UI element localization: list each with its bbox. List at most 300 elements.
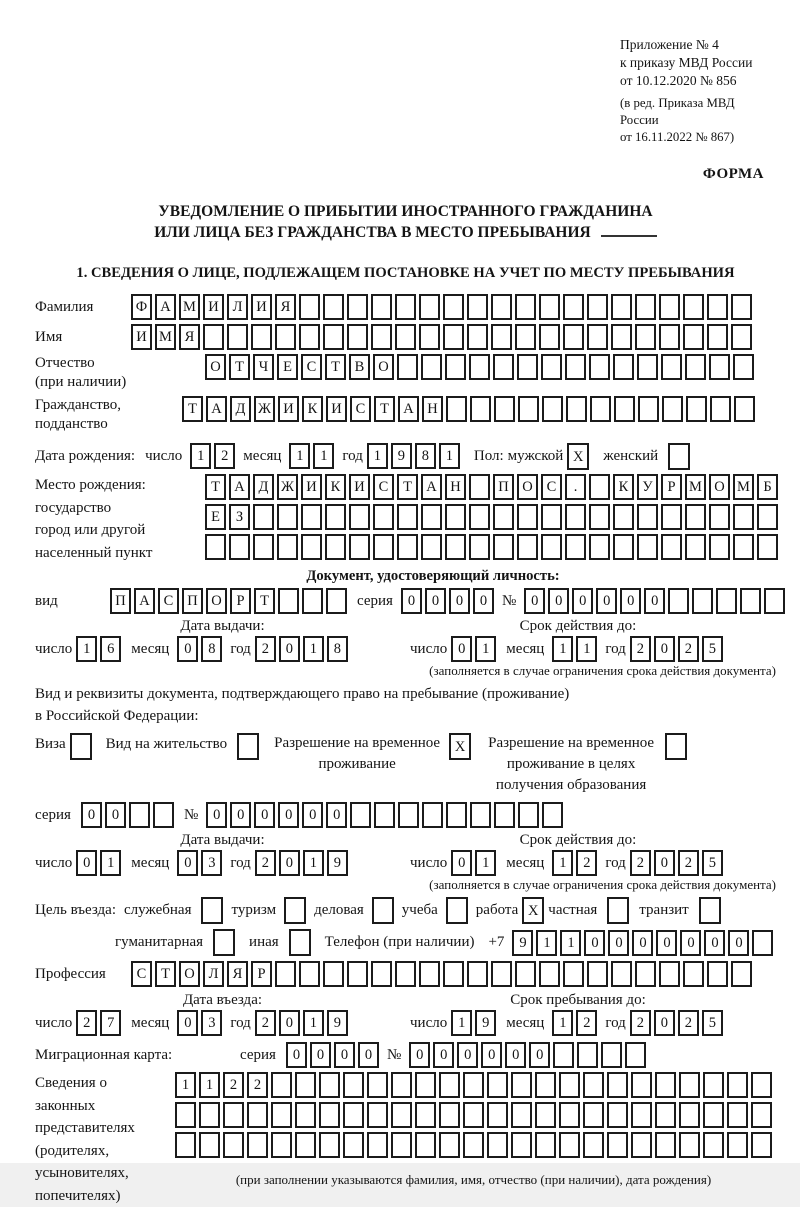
char-box[interactable]: 9 xyxy=(391,443,412,469)
char-box[interactable]: 0 xyxy=(326,802,347,828)
char-box[interactable]: Ж xyxy=(277,474,298,500)
char-box[interactable]: 2 xyxy=(576,850,597,876)
char-box[interactable] xyxy=(631,1072,652,1098)
char-box[interactable] xyxy=(631,1102,652,1128)
char-box[interactable] xyxy=(679,1132,700,1158)
char-box[interactable]: К xyxy=(302,396,323,422)
char-box[interactable] xyxy=(203,324,224,350)
char-box[interactable]: 2 xyxy=(630,636,651,662)
char-box[interactable]: 1 xyxy=(560,930,581,956)
char-box[interactable]: Н xyxy=(445,474,466,500)
purpose-private-checkbox[interactable] xyxy=(607,897,629,924)
char-box[interactable] xyxy=(398,802,419,828)
char-box[interactable] xyxy=(319,1132,340,1158)
char-box[interactable] xyxy=(493,504,514,530)
char-box[interactable] xyxy=(295,1102,316,1128)
char-box[interactable]: Н xyxy=(422,396,443,422)
char-box[interactable]: М xyxy=(179,294,200,320)
char-box[interactable] xyxy=(731,294,752,320)
char-box[interactable]: 0 xyxy=(704,930,725,956)
char-box[interactable] xyxy=(707,294,728,320)
char-box[interactable]: 5 xyxy=(702,850,723,876)
char-box[interactable] xyxy=(343,1132,364,1158)
char-box[interactable]: 0 xyxy=(433,1042,454,1068)
char-box[interactable] xyxy=(229,534,250,560)
char-box[interactable]: 0 xyxy=(254,802,275,828)
char-box[interactable]: Я xyxy=(227,961,248,987)
char-box[interactable] xyxy=(679,1072,700,1098)
char-box[interactable]: Т xyxy=(397,474,418,500)
char-box[interactable] xyxy=(703,1072,724,1098)
purpose-work-checkbox[interactable]: X xyxy=(522,897,544,924)
char-box[interactable] xyxy=(563,961,584,987)
char-box[interactable] xyxy=(175,1132,196,1158)
char-box[interactable] xyxy=(493,354,514,380)
char-box[interactable] xyxy=(511,1102,532,1128)
char-box[interactable] xyxy=(587,961,608,987)
char-box[interactable] xyxy=(539,324,560,350)
char-box[interactable] xyxy=(733,354,754,380)
char-box[interactable] xyxy=(251,324,272,350)
char-box[interactable]: 2 xyxy=(214,443,235,469)
char-box[interactable]: 0 xyxy=(177,636,198,662)
char-box[interactable]: 1 xyxy=(367,443,388,469)
char-box[interactable]: 0 xyxy=(654,636,675,662)
char-box[interactable]: Р xyxy=(230,588,251,614)
char-box[interactable] xyxy=(566,396,587,422)
char-box[interactable] xyxy=(655,1102,676,1128)
char-box[interactable]: 0 xyxy=(596,588,617,614)
char-box[interactable]: 9 xyxy=(512,930,533,956)
char-box[interactable] xyxy=(275,961,296,987)
char-box[interactable] xyxy=(662,396,683,422)
char-box[interactable] xyxy=(325,534,346,560)
char-box[interactable] xyxy=(325,504,346,530)
char-box[interactable]: 0 xyxy=(654,1010,675,1036)
char-box[interactable] xyxy=(443,324,464,350)
char-box[interactable]: 2 xyxy=(223,1072,244,1098)
char-box[interactable]: Б xyxy=(757,474,778,500)
char-box[interactable] xyxy=(601,1042,622,1068)
char-box[interactable] xyxy=(559,1072,580,1098)
char-box[interactable] xyxy=(589,504,610,530)
char-box[interactable] xyxy=(637,354,658,380)
char-box[interactable]: 0 xyxy=(302,802,323,828)
char-box[interactable] xyxy=(391,1072,412,1098)
char-box[interactable] xyxy=(470,802,491,828)
char-box[interactable]: И xyxy=(251,294,272,320)
char-box[interactable] xyxy=(347,324,368,350)
char-box[interactable] xyxy=(611,324,632,350)
char-box[interactable]: 0 xyxy=(572,588,593,614)
char-box[interactable] xyxy=(443,294,464,320)
char-box[interactable]: А xyxy=(229,474,250,500)
char-box[interactable] xyxy=(443,961,464,987)
char-box[interactable] xyxy=(469,504,490,530)
char-box[interactable]: Л xyxy=(227,294,248,320)
char-box[interactable] xyxy=(469,474,490,500)
char-box[interactable] xyxy=(319,1072,340,1098)
char-box[interactable]: 2 xyxy=(247,1072,268,1098)
char-box[interactable] xyxy=(487,1102,508,1128)
char-box[interactable] xyxy=(349,534,370,560)
char-box[interactable]: М xyxy=(733,474,754,500)
char-box[interactable] xyxy=(625,1042,646,1068)
char-box[interactable]: 0 xyxy=(728,930,749,956)
char-box[interactable]: О xyxy=(179,961,200,987)
char-box[interactable] xyxy=(587,324,608,350)
char-box[interactable] xyxy=(467,294,488,320)
visa-checkbox[interactable] xyxy=(70,733,92,760)
char-box[interactable]: 0 xyxy=(279,850,300,876)
char-box[interactable]: 0 xyxy=(524,588,545,614)
char-box[interactable] xyxy=(727,1132,748,1158)
char-box[interactable]: 9 xyxy=(327,850,348,876)
char-box[interactable] xyxy=(661,354,682,380)
char-box[interactable] xyxy=(446,396,467,422)
char-box[interactable] xyxy=(517,534,538,560)
char-box[interactable]: А xyxy=(155,294,176,320)
purpose-official-checkbox[interactable] xyxy=(201,897,223,924)
purpose-transit-checkbox[interactable] xyxy=(699,897,721,924)
char-box[interactable] xyxy=(415,1132,436,1158)
char-box[interactable]: 0 xyxy=(548,588,569,614)
char-box[interactable] xyxy=(614,396,635,422)
char-box[interactable] xyxy=(764,588,785,614)
char-box[interactable]: 0 xyxy=(449,588,470,614)
char-box[interactable]: Т xyxy=(325,354,346,380)
char-box[interactable] xyxy=(740,588,761,614)
char-box[interactable] xyxy=(422,802,443,828)
char-box[interactable]: Ч xyxy=(253,354,274,380)
char-box[interactable] xyxy=(539,294,560,320)
char-box[interactable] xyxy=(733,504,754,530)
char-box[interactable]: 0 xyxy=(334,1042,355,1068)
char-box[interactable]: 0 xyxy=(409,1042,430,1068)
char-box[interactable] xyxy=(757,534,778,560)
purpose-tourism-checkbox[interactable] xyxy=(284,897,306,924)
char-box[interactable] xyxy=(367,1132,388,1158)
char-box[interactable] xyxy=(493,534,514,560)
char-box[interactable]: 1 xyxy=(175,1072,196,1098)
temp-residence-education-checkbox[interactable] xyxy=(665,733,687,760)
char-box[interactable] xyxy=(710,396,731,422)
char-box[interactable] xyxy=(563,324,584,350)
char-box[interactable]: 1 xyxy=(439,443,460,469)
char-box[interactable]: И xyxy=(349,474,370,500)
char-box[interactable] xyxy=(565,534,586,560)
char-box[interactable] xyxy=(707,961,728,987)
char-box[interactable]: 0 xyxy=(451,636,472,662)
char-box[interactable]: 1 xyxy=(303,1010,324,1036)
char-box[interactable]: 1 xyxy=(552,1010,573,1036)
char-box[interactable]: Я xyxy=(275,294,296,320)
char-box[interactable] xyxy=(563,294,584,320)
char-box[interactable]: Т xyxy=(374,396,395,422)
char-box[interactable]: 1 xyxy=(76,636,97,662)
char-box[interactable] xyxy=(371,961,392,987)
char-box[interactable]: А xyxy=(421,474,442,500)
char-box[interactable] xyxy=(319,1102,340,1128)
char-box[interactable] xyxy=(659,294,680,320)
char-box[interactable] xyxy=(731,324,752,350)
char-box[interactable] xyxy=(347,294,368,320)
char-box[interactable]: 0 xyxy=(644,588,665,614)
char-box[interactable]: И xyxy=(278,396,299,422)
char-box[interactable] xyxy=(565,354,586,380)
char-box[interactable] xyxy=(439,1102,460,1128)
char-box[interactable] xyxy=(731,961,752,987)
char-box[interactable]: С xyxy=(541,474,562,500)
char-box[interactable] xyxy=(583,1132,604,1158)
char-box[interactable] xyxy=(511,1072,532,1098)
char-box[interactable] xyxy=(299,324,320,350)
char-box[interactable] xyxy=(709,534,730,560)
char-box[interactable] xyxy=(371,324,392,350)
char-box[interactable] xyxy=(439,1072,460,1098)
char-box[interactable]: М xyxy=(155,324,176,350)
char-box[interactable]: Т xyxy=(229,354,250,380)
char-box[interactable] xyxy=(439,1132,460,1158)
char-box[interactable] xyxy=(295,1072,316,1098)
char-box[interactable] xyxy=(686,396,707,422)
char-box[interactable] xyxy=(727,1102,748,1128)
char-box[interactable] xyxy=(518,396,539,422)
char-box[interactable] xyxy=(679,1102,700,1128)
char-box[interactable]: 5 xyxy=(702,1010,723,1036)
char-box[interactable] xyxy=(613,504,634,530)
char-box[interactable]: 1 xyxy=(552,636,573,662)
char-box[interactable] xyxy=(709,504,730,530)
char-box[interactable] xyxy=(494,396,515,422)
char-box[interactable] xyxy=(419,961,440,987)
char-box[interactable] xyxy=(446,802,467,828)
temp-residence-checkbox[interactable]: X xyxy=(449,733,471,760)
char-box[interactable]: О xyxy=(373,354,394,380)
char-box[interactable] xyxy=(559,1102,580,1128)
char-box[interactable] xyxy=(589,474,610,500)
char-box[interactable]: 0 xyxy=(529,1042,550,1068)
char-box[interactable] xyxy=(299,961,320,987)
char-box[interactable] xyxy=(613,534,634,560)
char-box[interactable] xyxy=(685,534,706,560)
char-box[interactable]: 1 xyxy=(303,636,324,662)
char-box[interactable]: Д xyxy=(230,396,251,422)
char-box[interactable] xyxy=(277,534,298,560)
char-box[interactable]: 1 xyxy=(190,443,211,469)
char-box[interactable]: Е xyxy=(277,354,298,380)
char-box[interactable] xyxy=(631,1132,652,1158)
char-box[interactable] xyxy=(277,504,298,530)
char-box[interactable]: И xyxy=(301,474,322,500)
char-box[interactable]: 1 xyxy=(199,1072,220,1098)
char-box[interactable] xyxy=(326,588,347,614)
char-box[interactable] xyxy=(391,1132,412,1158)
char-box[interactable] xyxy=(607,1102,628,1128)
char-box[interactable]: 0 xyxy=(401,588,422,614)
char-box[interactable]: 7 xyxy=(100,1010,121,1036)
char-box[interactable] xyxy=(683,294,704,320)
char-box[interactable] xyxy=(659,324,680,350)
char-box[interactable] xyxy=(607,1132,628,1158)
char-box[interactable] xyxy=(589,354,610,380)
char-box[interactable]: А xyxy=(134,588,155,614)
purpose-humanitarian-checkbox[interactable] xyxy=(213,929,235,956)
char-box[interactable] xyxy=(716,588,737,614)
char-box[interactable] xyxy=(638,396,659,422)
char-box[interactable] xyxy=(367,1102,388,1128)
char-box[interactable] xyxy=(367,1072,388,1098)
char-box[interactable] xyxy=(253,504,274,530)
char-box[interactable]: У xyxy=(637,474,658,500)
purpose-other-checkbox[interactable] xyxy=(289,929,311,956)
char-box[interactable]: 8 xyxy=(415,443,436,469)
char-box[interactable] xyxy=(395,961,416,987)
char-box[interactable]: К xyxy=(325,474,346,500)
char-box[interactable] xyxy=(323,294,344,320)
char-box[interactable] xyxy=(395,294,416,320)
char-box[interactable] xyxy=(559,1132,580,1158)
char-box[interactable] xyxy=(635,961,656,987)
char-box[interactable]: В xyxy=(349,354,370,380)
char-box[interactable] xyxy=(607,1072,628,1098)
char-box[interactable] xyxy=(463,1102,484,1128)
char-box[interactable]: О xyxy=(709,474,730,500)
char-box[interactable]: 0 xyxy=(206,802,227,828)
char-box[interactable]: О xyxy=(206,588,227,614)
char-box[interactable] xyxy=(395,324,416,350)
char-box[interactable]: 0 xyxy=(310,1042,331,1068)
char-box[interactable] xyxy=(223,1102,244,1128)
purpose-study-checkbox[interactable] xyxy=(446,897,468,924)
char-box[interactable] xyxy=(343,1102,364,1128)
char-box[interactable]: К xyxy=(613,474,634,500)
char-box[interactable] xyxy=(542,396,563,422)
char-box[interactable]: Я xyxy=(179,324,200,350)
char-box[interactable] xyxy=(463,1132,484,1158)
char-box[interactable]: 8 xyxy=(201,636,222,662)
char-box[interactable] xyxy=(391,1102,412,1128)
char-box[interactable] xyxy=(542,802,563,828)
char-box[interactable]: 0 xyxy=(230,802,251,828)
char-box[interactable] xyxy=(271,1132,292,1158)
char-box[interactable] xyxy=(535,1072,556,1098)
char-box[interactable]: 0 xyxy=(76,850,97,876)
char-box[interactable]: 0 xyxy=(584,930,605,956)
char-box[interactable]: 0 xyxy=(358,1042,379,1068)
char-box[interactable] xyxy=(421,534,442,560)
char-box[interactable] xyxy=(253,534,274,560)
char-box[interactable]: Т xyxy=(254,588,275,614)
char-box[interactable]: 0 xyxy=(279,1010,300,1036)
char-box[interactable] xyxy=(419,324,440,350)
char-box[interactable]: Д xyxy=(253,474,274,500)
char-box[interactable]: П xyxy=(493,474,514,500)
char-box[interactable]: 2 xyxy=(678,1010,699,1036)
char-box[interactable] xyxy=(421,504,442,530)
char-box[interactable]: И xyxy=(326,396,347,422)
char-box[interactable] xyxy=(487,1132,508,1158)
char-box[interactable] xyxy=(199,1102,220,1128)
char-box[interactable]: 9 xyxy=(327,1010,348,1036)
char-box[interactable] xyxy=(275,324,296,350)
char-box[interactable] xyxy=(659,961,680,987)
char-box[interactable] xyxy=(541,504,562,530)
char-box[interactable] xyxy=(661,534,682,560)
char-box[interactable]: И xyxy=(203,294,224,320)
char-box[interactable] xyxy=(323,324,344,350)
char-box[interactable]: 1 xyxy=(303,850,324,876)
char-box[interactable] xyxy=(397,504,418,530)
char-box[interactable]: 1 xyxy=(451,1010,472,1036)
char-box[interactable]: 1 xyxy=(475,636,496,662)
char-box[interactable] xyxy=(349,504,370,530)
char-box[interactable]: Л xyxy=(203,961,224,987)
char-box[interactable]: 0 xyxy=(620,588,641,614)
char-box[interactable]: 0 xyxy=(81,802,102,828)
char-box[interactable]: И xyxy=(131,324,152,350)
char-box[interactable] xyxy=(583,1072,604,1098)
char-box[interactable] xyxy=(153,802,174,828)
char-box[interactable] xyxy=(491,961,512,987)
char-box[interactable]: Ж xyxy=(254,396,275,422)
char-box[interactable]: Т xyxy=(155,961,176,987)
char-box[interactable] xyxy=(470,396,491,422)
char-box[interactable]: Р xyxy=(661,474,682,500)
char-box[interactable] xyxy=(727,1072,748,1098)
char-box[interactable] xyxy=(751,1072,772,1098)
char-box[interactable]: 2 xyxy=(255,1010,276,1036)
char-box[interactable]: Т xyxy=(182,396,203,422)
char-box[interactable]: О xyxy=(205,354,226,380)
char-box[interactable] xyxy=(655,1072,676,1098)
char-box[interactable] xyxy=(515,294,536,320)
char-box[interactable] xyxy=(661,504,682,530)
char-box[interactable]: О xyxy=(517,474,538,500)
char-box[interactable] xyxy=(223,1132,244,1158)
char-box[interactable] xyxy=(415,1072,436,1098)
char-box[interactable]: 0 xyxy=(278,802,299,828)
char-box[interactable] xyxy=(299,294,320,320)
char-box[interactable] xyxy=(611,294,632,320)
char-box[interactable] xyxy=(535,1102,556,1128)
char-box[interactable] xyxy=(668,588,689,614)
char-box[interactable] xyxy=(590,396,611,422)
char-box[interactable] xyxy=(541,354,562,380)
char-box[interactable]: С xyxy=(301,354,322,380)
char-box[interactable]: А xyxy=(398,396,419,422)
char-box[interactable] xyxy=(419,294,440,320)
char-box[interactable] xyxy=(541,534,562,560)
char-box[interactable] xyxy=(683,324,704,350)
char-box[interactable] xyxy=(517,354,538,380)
char-box[interactable]: 6 xyxy=(100,636,121,662)
char-box[interactable]: 1 xyxy=(576,636,597,662)
char-box[interactable] xyxy=(535,1132,556,1158)
char-box[interactable]: 0 xyxy=(105,802,126,828)
char-box[interactable]: 2 xyxy=(678,850,699,876)
char-box[interactable] xyxy=(685,504,706,530)
char-box[interactable] xyxy=(302,588,323,614)
char-box[interactable]: 3 xyxy=(201,1010,222,1036)
char-box[interactable]: 0 xyxy=(286,1042,307,1068)
char-box[interactable] xyxy=(175,1102,196,1128)
char-box[interactable] xyxy=(517,504,538,530)
char-box[interactable] xyxy=(685,354,706,380)
char-box[interactable] xyxy=(445,354,466,380)
char-box[interactable]: 1 xyxy=(100,850,121,876)
char-box[interactable]: 2 xyxy=(678,636,699,662)
